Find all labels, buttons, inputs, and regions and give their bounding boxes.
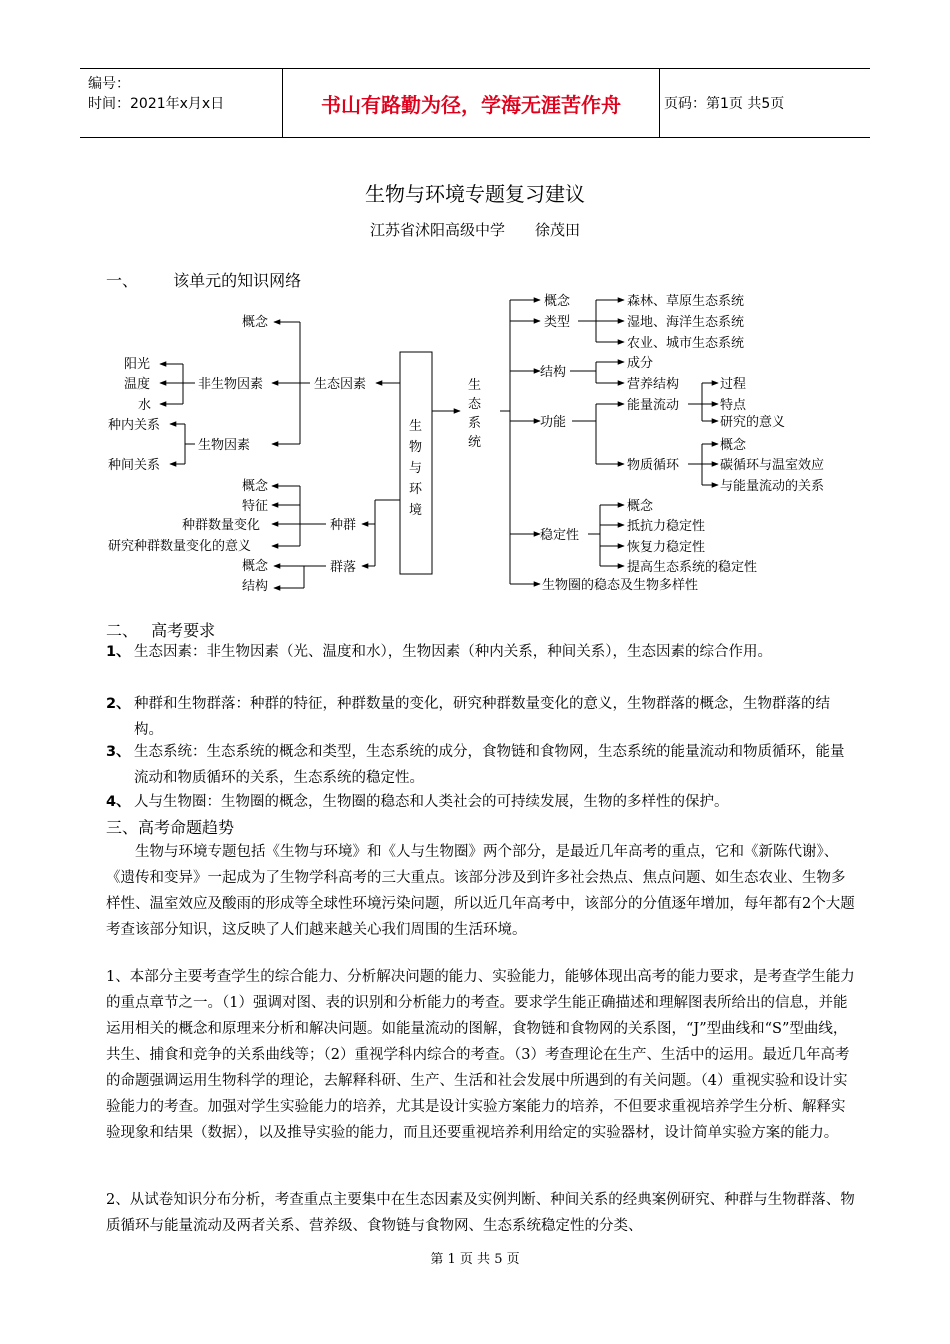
node-interspecific: 种间关系 <box>108 458 161 473</box>
paragraph-1: 生物与环境专题包括《生物与环境》和《人与生物圈》两个部分，是最近几年高考的重点，它和《新陈代谢》、《遗传和变异》一起成为了生物学科高考的三大重点。该部分涉及到许多社会热点、焦点问题、如生态农业、生物多样性、温室效应及酸雨的形成等全球性环境污染问题，所以近几年高考中，该部分的分值逐年增加，每年都有2个大题考查该部分知识，这反映了人们越来越关心我们周围的生活环境。 <box>106 844 855 938</box>
node-matter-concept: 概念 <box>720 438 747 453</box>
requirement-3 <box>106 739 856 791</box>
node-eco-concept: 概念 <box>242 315 269 330</box>
node-resilience: 恢复力稳定性 <box>627 540 706 555</box>
requirement-text: 人与生物圈：生物圈的概念，生物圈的稳态和人类社会的可持续发展，生物的多样性的保护。 <box>134 794 729 810</box>
node-sunlight: 阳光 <box>124 357 151 372</box>
section-3-heading: 三、高考命题趋势 <box>106 818 235 837</box>
node-com-structure: 结构 <box>242 579 269 594</box>
node-structure: 结构 <box>540 365 567 380</box>
node-biosphere: 生物圈的稳态及生物多样性 <box>542 578 699 593</box>
node-pop-meaning: 研究种群数量变化的意义 <box>108 539 252 554</box>
motto: 书山有路勤为径，学海无涯苦作舟 <box>282 69 660 137</box>
requirement-num: 3、 <box>106 744 131 760</box>
ecosystem-char-2: 态 <box>468 397 482 412</box>
center-char-1: 生 <box>409 419 423 434</box>
requirement-text: 生态因素：非生物因素（光、温度和水），生物因素（种内关系，种间关系），生态因素的综合作用。 <box>134 644 772 660</box>
node-improve: 提高生态系统的稳定性 <box>627 560 758 575</box>
node-water: 水 <box>138 398 152 413</box>
center-char-4: 环 <box>409 482 423 497</box>
page-header <box>80 68 870 138</box>
ecosystem-char-1: 生 <box>468 378 482 393</box>
requirement-4 <box>106 789 856 815</box>
node-pop-concept: 概念 <box>242 479 269 494</box>
ecosystem-char-3: 系 <box>468 416 482 431</box>
requirement-num: 4、 <box>106 794 131 810</box>
knowledge-network-diagram <box>0 285 950 605</box>
page-footer: 第 1 页 共 5 页 <box>430 1252 520 1267</box>
node-es-type: 类型 <box>544 315 571 330</box>
node-pop-feature: 特征 <box>242 499 269 514</box>
section-1-num: 一、 <box>106 271 139 290</box>
center-char-2: 物 <box>409 440 423 455</box>
requirement-text: 生态系统：生态系统的概念和类型，生态系统的成分，食物链和食物网，生态系统的能量流动和物质循环，能量流动和物质循环的关系，生态系统的稳定性。 <box>134 744 845 786</box>
section-1-title: 该单元的知识网络 <box>173 271 302 290</box>
page-info: 页码：第1页 共5页 <box>664 96 785 112</box>
node-biotic: 生物因素 <box>198 438 251 453</box>
node-type-wetland: 湿地、海洋生态系统 <box>627 315 745 330</box>
node-intraspecific: 种内关系 <box>108 418 161 433</box>
section-2-num: 二、 <box>106 621 139 640</box>
requirement-num: 1、 <box>106 644 131 660</box>
paragraph-3: 2、从试卷知识分布分析，考查重点主要集中在生态因素及实例判断、种间关系的经典案例研究、种群与生物群落、物质循环与能量流动及两者关系、营养级、食物链与食物网、生态系统稳定性的分类、 <box>106 1192 855 1234</box>
node-function: 功能 <box>540 415 567 430</box>
requirement-2 <box>106 691 856 743</box>
requirement-text: 种群和生物群落：种群的特征，种群数量的变化，研究种群数量变化的意义，生物群落的概念，生物群落的结构。 <box>134 696 830 738</box>
node-eco-factor: 生态因素 <box>314 377 367 392</box>
node-population: 种群 <box>330 518 357 533</box>
doc-author: 江苏省沭阳高级中学 徐茂田 <box>369 221 580 239</box>
node-resistance: 抵抗力稳定性 <box>627 519 706 534</box>
node-stability: 稳定性 <box>540 528 580 543</box>
requirement-num: 2、 <box>106 696 131 712</box>
node-stab-concept: 概念 <box>627 499 654 514</box>
paragraph-2: 1、本部分主要考查学生的综合能力、分析解决问题的能力、实验能力，能够体现出高考的能力要求，是考查学生能力的重点章节之一。（1）强调对图、表的识别和分析能力的考查。要求学生能正确描述和理解图表所给出的信息，并能运用相关的概念和原理来分析和解决问题。如能量流动的图解，食物链和食物网的关系图，“J”型曲线和“S”型曲线，共生、捕食和竞争的关系曲线等；（2）重视学科内综合的考查。（3）考查理论在生产、生活中的运用。最近几年高考的命题强调运用生物科学的理论，去解释科研、生产、生活和社会发展中所遇到的有关问题。（4）重视实验和设计实验能力的考查。加强对学生实验能力的培养，尤其是设计实验方案能力的培养，不但要求重视培养学生分析、解释实验现象和结果（数据），以及推导实验的能力，而且还要重视培养利用给定的实验器材，设计简单实验方案的能力。 <box>106 969 855 1141</box>
node-energy-meaning: 研究的意义 <box>720 415 786 430</box>
node-trophic: 营养结构 <box>627 377 680 392</box>
node-component: 成分 <box>627 356 654 371</box>
node-carbon: 碳循环与温室效应 <box>720 458 825 473</box>
node-type-forest: 森林、草原生态系统 <box>627 294 745 309</box>
center-char-5-visible: 境 <box>409 503 423 518</box>
section-2-heading <box>106 618 215 641</box>
requirement-1 <box>106 639 856 665</box>
section-2-title: 高考要求 <box>151 621 216 640</box>
node-energy-process: 过程 <box>720 377 747 392</box>
node-pop-change: 种群数量变化 <box>182 518 261 533</box>
node-es-concept: 概念 <box>544 294 571 309</box>
node-abiotic: 非生物因素 <box>198 377 264 392</box>
node-com-concept: 概念 <box>242 559 269 574</box>
header-info-cell <box>80 69 280 137</box>
doc-title: 生物与环境专题复习建议 <box>365 182 585 206</box>
node-type-farm: 农业、城市生态系统 <box>627 336 745 351</box>
node-community: 群落 <box>330 560 357 575</box>
node-energy: 能量流动 <box>627 398 680 413</box>
number-label: 编号： <box>88 76 130 92</box>
ecosystem-char-4: 统 <box>468 435 482 450</box>
node-matter-energy: 与能量流动的关系 <box>720 479 825 494</box>
date-label: 时间：2021年x月x日 <box>88 96 225 112</box>
center-char-3: 与 <box>409 461 423 476</box>
node-energy-feature: 特点 <box>720 398 747 413</box>
node-temperature: 温度 <box>124 377 151 392</box>
node-matter: 物质循环 <box>627 458 680 473</box>
